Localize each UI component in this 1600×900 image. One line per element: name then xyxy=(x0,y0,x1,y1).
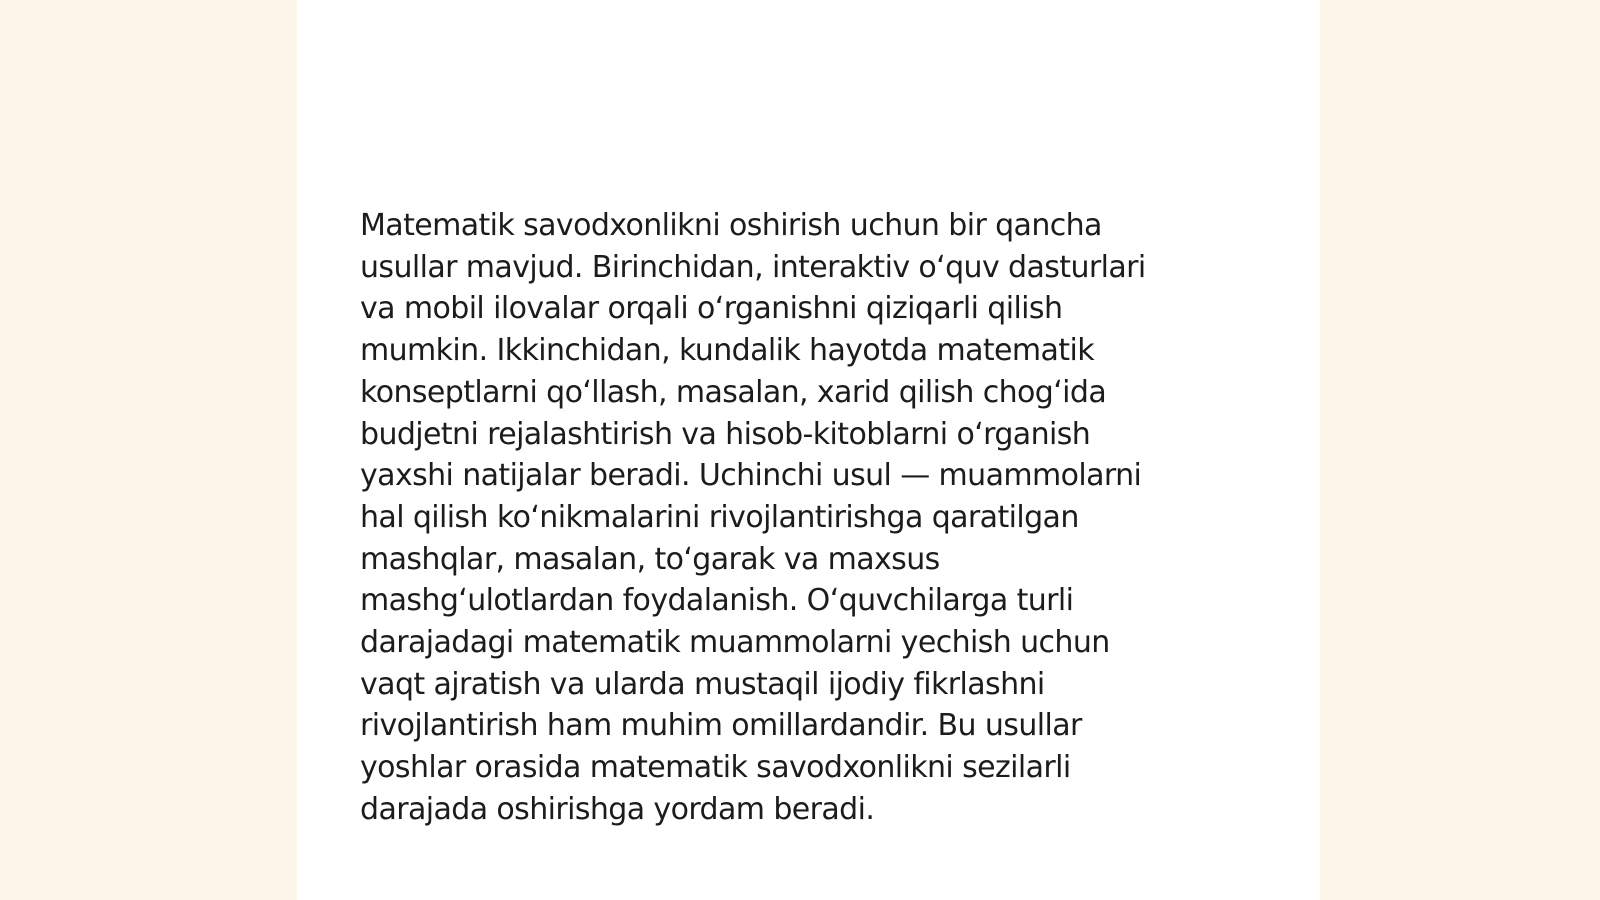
paragraph-line: hal qilish ko‘nikmalarini rivojlantirishga qaratilgan xyxy=(360,499,1079,535)
paragraph-line: vaqt ajratish va ularda mustaqil ijodiy fikrlashni xyxy=(360,666,1045,702)
paragraph-line: va mobil ilovalar orqali o‘rganishni qiziqarli qilish xyxy=(360,291,1063,327)
paragraph-line: budjetni rejalashtirish va hisob-kitoblarni o‘rganish xyxy=(360,416,1091,452)
paragraph-line: yoshlar orasida matematik savodxonlikni sezilarli xyxy=(360,750,1071,786)
paragraph-line: usullar mavjud. Birinchidan, interaktiv o‘quv dasturlari xyxy=(360,249,1146,285)
paragraph-line: darajadagi matematik muammolarni yechish uchun xyxy=(360,625,1110,661)
paragraph-line: konseptlarni qo‘llash, masalan, xarid qilish chog‘ida xyxy=(360,374,1107,410)
paragraph-line: mumkin. Ikkinchidan, kundalik hayotda matematik xyxy=(360,333,1094,369)
paragraph-line: rivojlantirish ham muhim omillardandir. Bu usullar xyxy=(360,708,1082,744)
paragraph-line: yaxshi natijalar beradi. Uchinchi usul — muammolarni xyxy=(360,458,1142,494)
paragraph-line: Matematik savodxonlikni oshirish uchun bir qancha xyxy=(360,208,1102,243)
paragraph-line: darajada oshirishga yordam beradi. xyxy=(360,791,875,827)
paragraph-line: mashg‘ulotlardan foydalanish. O‘quvchilarga turli xyxy=(360,583,1074,619)
paragraph-line: mashqlar, masalan, to‘garak va maxsus xyxy=(360,541,940,577)
document-page xyxy=(297,0,1320,900)
body-paragraph xyxy=(360,205,1260,831)
